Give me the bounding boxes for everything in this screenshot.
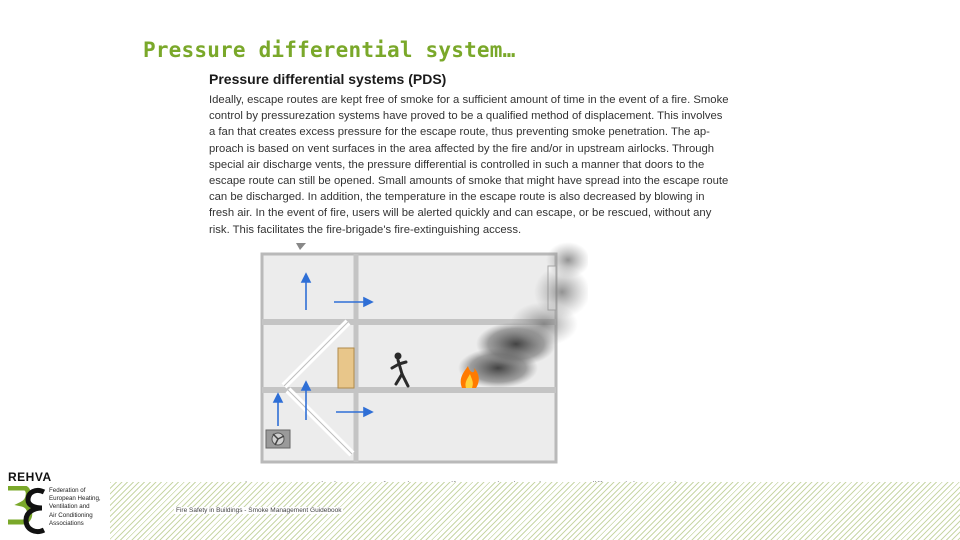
body-line: control by pressurezation systems have proved to be a qualified method of displacement. This involves [209, 110, 723, 123]
door [338, 348, 354, 388]
document-body [209, 92, 735, 238]
rehva-logo [6, 470, 110, 538]
logo-line: Ventilation and [49, 503, 90, 511]
rehva-logo-mark-icon [6, 486, 48, 538]
body-line: fresh air. In the event of fire, users will be alerted quickly and can escape, or be rescued, without any [209, 207, 712, 220]
logo-line: European Heating, [49, 495, 101, 503]
body-line: special air discharge vents, the pressure differential is controlled in such a manner that doors to the [209, 158, 705, 171]
logo-text [49, 487, 101, 528]
footer-source: Fire Safety in Buildings - Smoke Management Guidebook [176, 507, 342, 514]
slide-title: Pressure differential system… [143, 38, 516, 62]
body-line: risk. This facilitates the fire-brigade's fire-extinguishing access. [209, 223, 522, 236]
pds-building-diagram [258, 240, 588, 468]
logo-line: Federation of [49, 487, 86, 494]
body-line: escape route can still be opened. Small amounts of smoke that might have spread into the escape route [209, 175, 729, 188]
document-heading: Pressure differential systems (PDS) [209, 71, 447, 87]
body-line: Ideally, escape routes are kept free of smoke for a sufficient amount of time in the event of a fire. Smoke [209, 94, 729, 106]
logo-line: Air Conditioning [49, 511, 93, 519]
body-line: a fan that creates excess pressure for the escape route, thus preventing smoke penetration. The ap- [209, 126, 710, 139]
logo-name: REHVA [8, 470, 52, 484]
body-line: can be discharged. In addition, the temperature in the escape route is also decreased by blowing in [209, 191, 705, 204]
logo-line: Associations [49, 519, 84, 527]
fan-icon [266, 430, 290, 448]
body-line: proach is based on vent surfaces in the area affected by the fire and/or in upstream airlocks. Through [209, 142, 715, 155]
roof-vent-icon [296, 243, 306, 250]
